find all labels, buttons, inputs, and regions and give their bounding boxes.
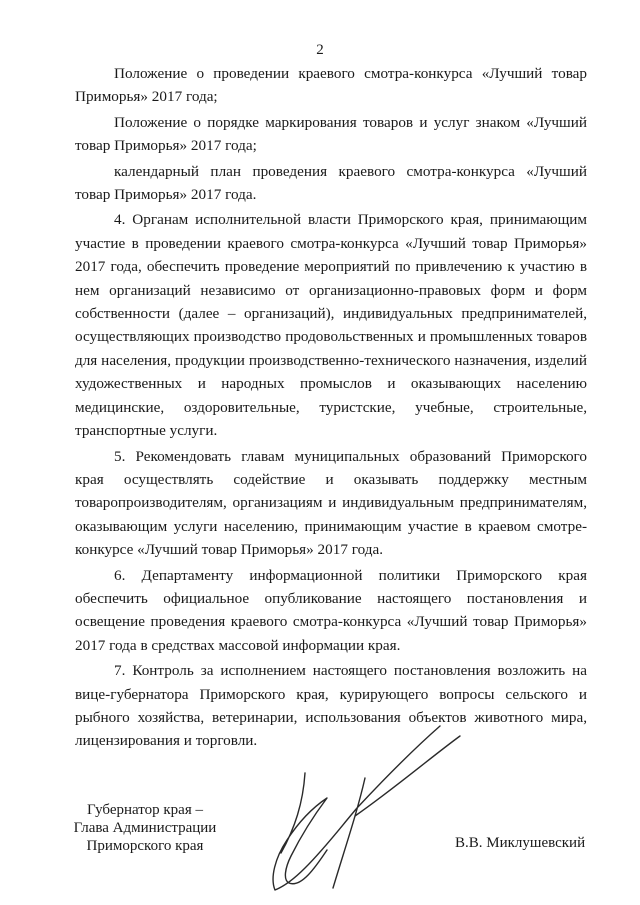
paragraph-item-5: 5. Рекомендовать главам муниципальных образований Приморского края осуществлять содействие и оказывать поддержку местным товаропроизводителям, организациям и индивидуальным предпринимателям, оказывающим услуги населению, принимающим участие в краевом смотре-конкурсе «Лучший товар Приморья» 2017 года.	[75, 447, 587, 559]
paragraph-regulation-marking: Положение о порядке маркирования товаров и услуг знаком «Лучший товар Приморья» 2017 года;	[75, 113, 587, 155]
paragraph-calendar-plan: календарный план проведения краевого смотра-конкурса «Лучший товар Приморья» 2017 года.	[75, 162, 587, 204]
page-number: 2	[316, 42, 324, 58]
signatory-name: В.В. Миклушевский	[455, 835, 586, 851]
signatory-title-line-2: Глава Администрации	[73, 820, 217, 836]
signatory-title-line-1: Губернатор края –	[87, 802, 203, 818]
handwritten-signature	[245, 718, 475, 898]
paragraph-regulation-contest: Положение о проведении краевого смотра-конкурса «Лучший товар Приморья» 2017 года;	[75, 65, 587, 106]
paragraph-item-6: 6. Департаменту информационной политики Приморского края обеспечить официальное опубликование настоящего постановления и освещение проведения краевого смотра-конкурса «Лучший товар Приморья» 2017 года в средствах массовой информации края.	[75, 566, 587, 654]
signatory-title	[60, 801, 230, 855]
signatory-title-line-3: Приморского края	[86, 838, 204, 854]
paragraph-item-7: 7. Контроль за исполнением настоящего постановления возложить на вице-губернатора Приморского края, курирующего вопросы сельского и рыбного хозяйства, ветеринарии, использования объектов животного мира, лицензирования и торговли.	[75, 662, 587, 750]
document-body	[75, 62, 587, 753]
paragraph-item-4: 4. Органам исполнительной власти Приморского края, принимающим участие в проведении краевого смотра-конкурса «Лучший товар Приморья» 2017 года, обеспечить проведение мероприятий по привлечению к участию в нем организаций независимо от организационно-правовых форм и форм собственности (далее – организаций), индивидуальных предпринимателей, осуществляющих производство продовольственных и промышленных товаров для населения, продукции производственно-технического назначения, изделий художественных и народных промыслов и оказывающих населению медицинские, оздоровительные, туристские, учебные, строительные, транспортные услуги.	[75, 211, 587, 440]
